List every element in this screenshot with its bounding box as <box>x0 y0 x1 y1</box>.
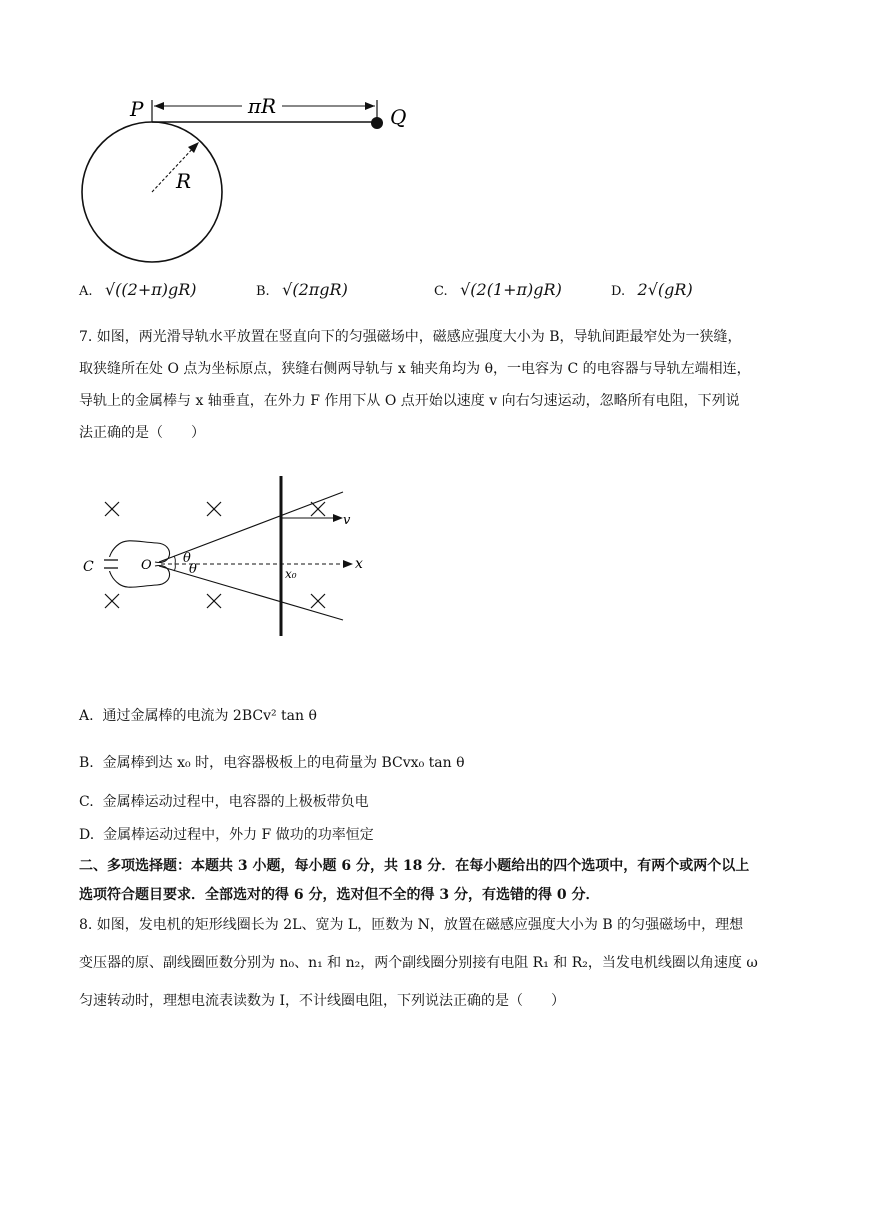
q8-line: 匀速转动时，理想电流表读数为 I，不计线圈电阻，下列说法正确的是（ ） <box>79 993 565 1009</box>
q7-option-a <box>79 705 317 725</box>
q8-line: 变压器的原、副线圈匝数分别为 n₀、n₁ 和 n₂，两个副线圈分别接有电阻 R₁ 和 R₂，当发电机线圈以角速度 ω <box>79 955 758 971</box>
option-expression: 2√(gR) <box>637 280 693 299</box>
p-label: P <box>130 97 144 121</box>
angle-arc-top <box>174 556 175 564</box>
option-letter: B. <box>79 755 94 771</box>
q7-line: 导轨上的金属棒与 x 轴垂直，在外力 F 作用下从 O 点开始以速度 v 向右匀速运动，忽略所有电阻，下列说 <box>79 393 740 409</box>
option-letter: B. <box>256 284 270 299</box>
option-expression: √((2+π)gR) <box>104 280 197 299</box>
q6-option-d <box>611 280 693 299</box>
q7-line: 取狭缝所在处 O 点为坐标原点，狭缝右侧两导轨与 x 轴夹角均为 θ，一电容为 C 的电容器与导轨左端相连， <box>79 361 751 377</box>
x0-label: x₀ <box>285 567 297 581</box>
option-expression: √(2(1+π)gR) <box>460 280 562 299</box>
q6-options <box>79 280 799 310</box>
angle-arc-bottom <box>174 564 175 571</box>
option-letter: C. <box>434 284 448 299</box>
option-text: 通过金属棒的电流为 2BCv² tan θ <box>102 708 317 724</box>
q6-option-a <box>79 280 197 299</box>
q8-stem <box>79 906 799 1020</box>
option-letter: A. <box>79 284 93 299</box>
r-label: R <box>176 169 192 193</box>
velocity-arrowhead <box>333 514 343 522</box>
option-letter: D. <box>611 284 626 299</box>
q7-line: 7. 如图，两光滑导轨水平放置在竖直向下的匀强磁场中，磁感应强度大小为 B，导轨间距最窄处为一狭缝， <box>79 329 742 345</box>
q8-line: 8. 如图，发电机的矩形线圈长为 2L、宽为 L，匝数为 N，放置在磁感应强度大小为 B 的匀强磁场中，理想 <box>79 917 744 933</box>
q-label: Q <box>390 105 407 129</box>
o-label: O <box>141 558 152 573</box>
q7-option-d <box>79 824 374 844</box>
section-heading-line: 选项符合题目要求．全部选对的得 6 分，选对但不全的得 3 分，有选错的得 0 分． <box>79 887 600 903</box>
q7-option-b <box>79 752 465 772</box>
q7-stem <box>79 321 799 449</box>
section-heading-line: 二、多项选择题：本题共 3 小题，每小题 6 分，共 18 分．在每小题给出的四个选项中，有两个或两个以上 <box>79 858 750 874</box>
theta-top-label: θ <box>183 551 191 566</box>
q6-option-b <box>256 280 348 299</box>
rail-lower <box>159 566 343 620</box>
x-axis-arrowhead <box>343 560 353 568</box>
v-label: v <box>343 513 351 528</box>
x-label: x <box>355 556 363 572</box>
option-letter: C. <box>79 794 94 810</box>
dim-arrow-left <box>154 102 164 110</box>
pir-label: πR <box>247 94 277 118</box>
option-text: 金属棒运动过程中，电容器的上极板带负电 <box>102 794 369 810</box>
c-label: C <box>83 559 94 575</box>
option-text: 金属棒到达 x₀ 时，电容器极板上的电荷量为 BCvx₀ tan θ <box>102 755 465 771</box>
option-letter: A. <box>79 708 94 724</box>
q6-option-c <box>434 280 562 299</box>
q7-line: 法正确的是（ ） <box>79 425 205 441</box>
q7-option-c <box>79 791 369 811</box>
q-ball <box>371 117 383 129</box>
q6-figure <box>70 88 430 268</box>
option-expression: √(2πgR) <box>282 280 348 299</box>
q7-figure <box>75 470 375 645</box>
theta-bottom-label: θ <box>189 562 197 577</box>
section-heading <box>79 852 799 910</box>
option-letter: D. <box>79 827 95 843</box>
dim-arrow-right <box>365 102 375 110</box>
option-text: 金属棒运动过程中，外力 F 做功的功率恒定 <box>103 827 374 843</box>
